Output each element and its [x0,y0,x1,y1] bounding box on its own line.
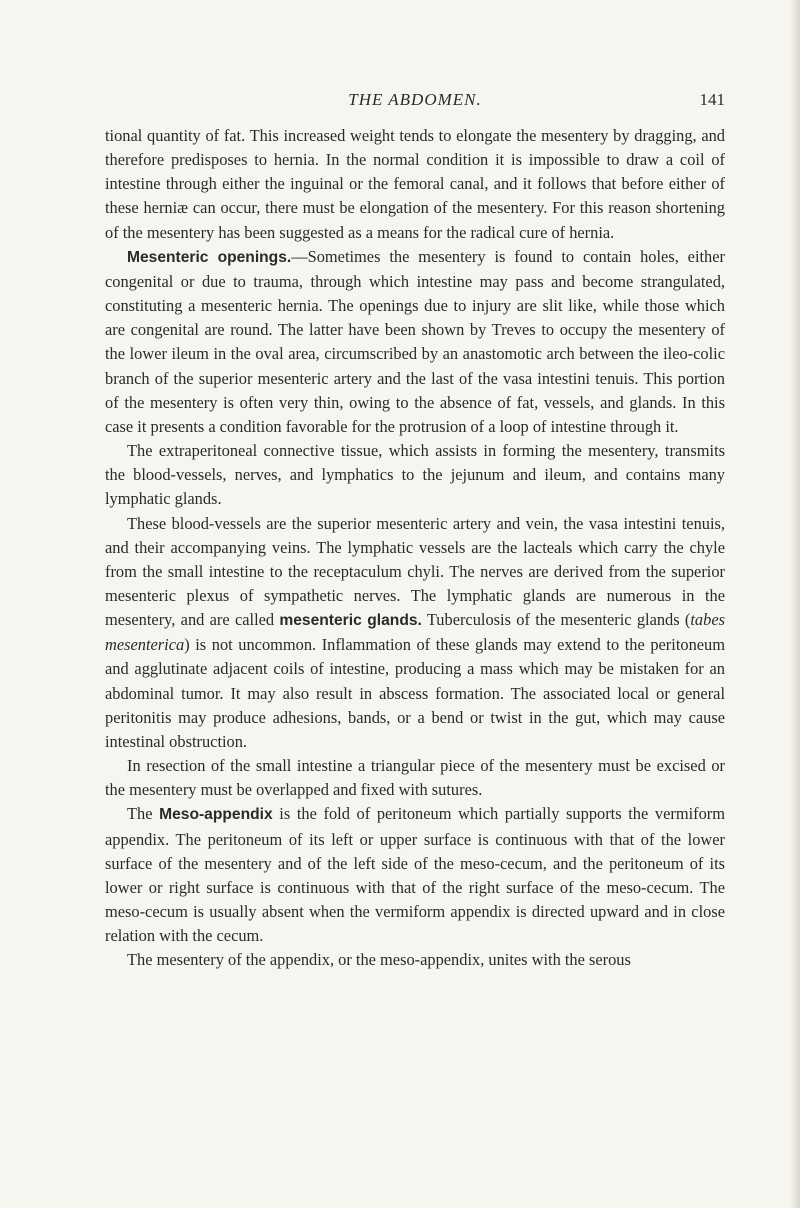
paragraph-6-text-a: The [127,804,160,824]
paragraph-6-text-b: is the fold of peritoneum which partially supports the vermiform appendix. The peritoneum of its left or upper surface is continuous with that of the lower surface of the mesentery and of the left side of the meso-cecum, and the peritoneum of its lower or right surface is continuous with that of the right surface of the meso-cecum. The meso-cecum is usually absent when the vermiform appendix is directed upward and in close relation with the cecum. [105,804,725,946]
paragraph-5: In resection of the small intestine a triangular piece of the mesentery must be excised or the mesentery must be overlapped and fixed with sutures. [105,756,725,800]
heading-meso-appendix: Meso-appendix [159,806,273,824]
italic-tabes-mesenterica: tabes mesenterica [105,610,725,655]
heading-mesenteric-openings: Mesenteric openings. [127,248,292,266]
paragraph-4-text-c: ) is not uncommon. Inflammation of these glands may extend to the peritoneum and agglutinate adjacent coils of intestine, producing a mass which may be mistaken for an abdominal tumor. It may also result in abscess formation. The associated local or general peritonitis may produce adhesions, bands, or a bend or twist in the gut, which may cause intestinal obstruction. [105,635,725,751]
page-edge-shadow [790,0,800,1208]
paragraph-2 [105,245,725,439]
page-number: 141 [699,90,725,109]
paragraph-1: tional quantity of fat. This increased weight tends to elongate the mesentery by dragging, and therefore predisposes to hernia. In the normal condition it is impossible to draw a coil of intestine through either the inguinal or the femoral canal, and it follows that before either of these herniæ can occur, there must be elongation of the mesentery. For this reason shortening of the mesentery has been suggested as a means for the radical cure of hernia. [105,126,725,242]
body-text [105,124,725,972]
paragraph-7: The mesentery of the appendix, or the meso-appendix, unites with the serous [127,950,631,970]
heading-mesenteric-glands: mesenteric glands. [279,612,422,630]
paragraph-4-text-a: These blood-vessels are the superior mesenteric artery and vein, the vasa intestini tenuis, and their accompanying veins. The lymphatic vessels are the lacteals which carry the chyle from the small intestine to the receptaculum chyli. The nerves are derived from the superior mesenteric plexus of sympathetic nerves. The lymphatic glands are numerous in the mesentery, and are called [105,513,725,630]
page-header [105,90,725,114]
paragraph-3: The extraperitoneal connective tissue, which assists in forming the mesentery, transmits the blood-vessels, nerves, and lymphatics to the jejunum and ileum, and contains many lymphatic glands. [105,441,725,509]
paragraph-4-text-b: Tuberculosis of the mesenteric glands ( [421,610,691,630]
paragraph-2-text: —Sometimes the mesentery is found to contain holes, either congenital or due to trauma, through which intestine may pass and become strangulated, constituting a mesenteric hernia. The openings due to injury are slit like, while those which are congenital are round. The latter have been shown by Treves to occupy the mesentery of the lower ileum in the oval area, circumscribed by an anastomotic arch between the ileo-colic branch of the superior mesenteric artery and the last of the vasa intestini tenuis. This portion of the mesentery is often very thin, owing to the absence of fat, vessels, and glands. In this case it presents a condition favorable for the protrusion of a loop of intestine through it. [105,246,725,436]
paragraph-6 [105,802,725,948]
paragraph-4 [105,512,725,755]
running-title: THE ABDOMEN. [348,90,482,109]
